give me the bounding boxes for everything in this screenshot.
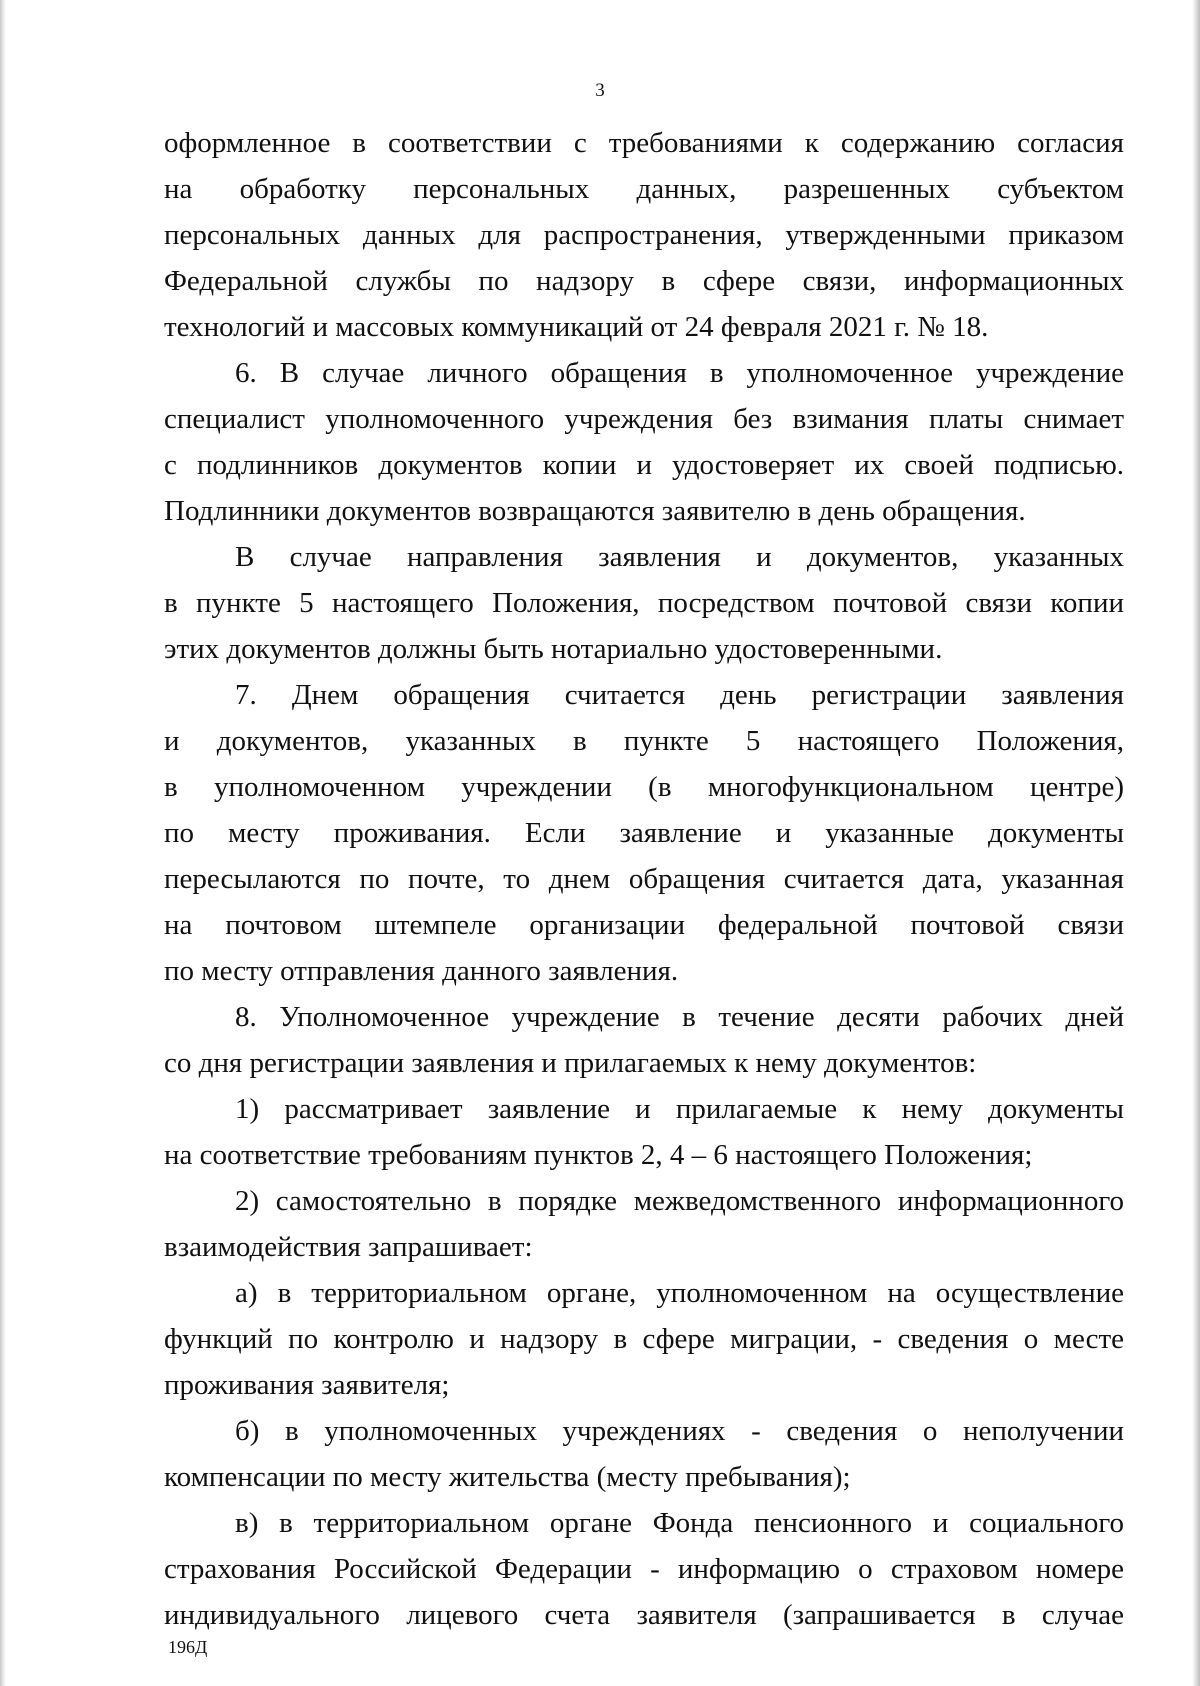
footer-code: 196Д [168, 1637, 208, 1657]
scan-edge-right [1192, 0, 1200, 1686]
text-line: в пункте 5 настоящего Положения, посредством почтовой связи копии [164, 587, 1124, 619]
text-line: оформленное в соответствии с требованиями к содержанию согласия [164, 127, 1124, 159]
text-line: со дня регистрации заявления и прилагаемых к нему документов: [164, 1047, 977, 1079]
text-line: персональных данных для распространения, утвержденными приказом [164, 219, 1124, 251]
text-line: пересылаются по почте, то днем обращения считается дата, указанная [164, 863, 1124, 895]
text-line: б) в уполномоченных учреждениях - сведения о неполучении [235, 1415, 1124, 1447]
text-line: с подлинников документов копии и удостоверяет их своей подписью. [164, 449, 1124, 481]
document-body [164, 120, 1124, 1638]
text-line: на обработку персональных данных, разрешенных субъектом [164, 173, 1124, 205]
text-line: проживания заявителя; [164, 1369, 450, 1401]
text-line: по месту отправления данного заявления. [164, 955, 679, 987]
text-line: В случае направления заявления и документов, указанных [235, 541, 1124, 573]
text-line: Федеральной службы по надзору в сфере связи, информационных [164, 265, 1124, 297]
text-line: в уполномоченном учреждении (в многофункциональном центре) [164, 771, 1124, 803]
text-line: индивидуального лицевого счета заявителя (запрашивается в случае [164, 1599, 1124, 1631]
page-number: 3 [595, 80, 605, 101]
text-line: специалист уполномоченного учреждения без взимания платы снимает [164, 403, 1124, 435]
text-line: Подлинники документов возвращаются заявителю в день обращения. [164, 495, 1026, 527]
scan-edge-left [0, 0, 6, 1686]
text-line: страхования Российской Федерации - информацию о страховом номере [164, 1553, 1124, 1585]
text-line: 7. Днем обращения считается день регистрации заявления [235, 679, 1124, 711]
text-line: в) в территориальном органе Фонда пенсионного и социального [235, 1507, 1124, 1539]
text-line: 6. В случае личного обращения в уполномоченное учреждение [235, 357, 1124, 389]
text-line: 8. Уполномоченное учреждение в течение десяти рабочих дней [235, 1001, 1124, 1033]
text-line: 1) рассматривает заявление и прилагаемые к нему документы [235, 1093, 1124, 1125]
text-line: по месту проживания. Если заявление и указанные документы [164, 817, 1124, 849]
text-line: взаимодействия запрашивает: [164, 1231, 533, 1263]
text-line: 2) самостоятельно в порядке межведомственного информационного [235, 1185, 1124, 1217]
text-line: на почтовом штемпеле организации федеральной почтовой связи [164, 909, 1124, 941]
text-line: а) в территориальном органе, уполномоченном на осуществление [235, 1277, 1124, 1309]
text-line: компенсации по месту жительства (месту пребывания); [164, 1461, 851, 1493]
text-line: этих документов должны быть нотариально удостоверенными. [164, 633, 943, 665]
text-line: на соответствие требованиям пунктов 2, 4 – 6 настоящего Положения; [164, 1139, 1033, 1171]
text-line: функций по контролю и надзору в сфере миграции, - сведения о месте [164, 1323, 1124, 1355]
text-line: технологий и массовых коммуникаций от 24 февраля 2021 г. № 18. [164, 311, 989, 343]
text-line: и документов, указанных в пункте 5 настоящего Положения, [164, 725, 1124, 757]
